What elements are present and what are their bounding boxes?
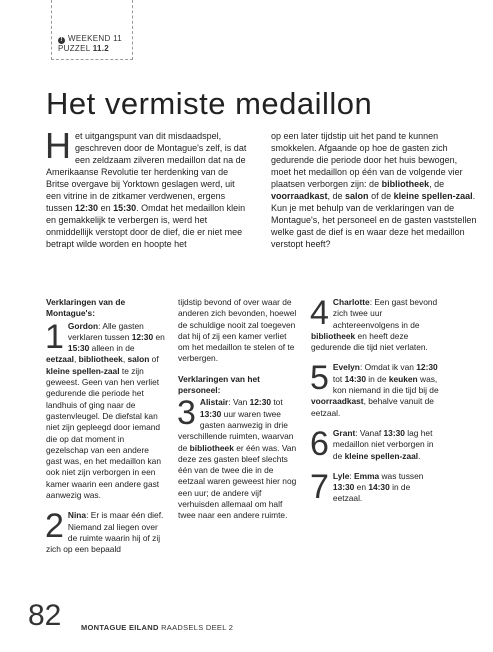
bold-text: voorraadkast <box>271 191 328 201</box>
intro-right-text <box>271 131 476 249</box>
bold-text: Nina <box>67 510 87 521</box>
intro-right <box>271 130 478 250</box>
bold-text: Alistair <box>199 397 229 408</box>
bold-text: keuken <box>388 373 418 384</box>
text-run: en <box>354 482 369 493</box>
bold-text: Grant <box>332 427 356 438</box>
text-run: alleen in de <box>89 343 135 354</box>
clue-5 <box>310 359 441 418</box>
intro-dropcap: H <box>45 125 71 166</box>
intro-left <box>45 125 251 250</box>
bold-text: Lyle <box>332 470 350 481</box>
bold-text: 12:30 <box>75 203 99 213</box>
text-run: lag het medaillon niet verborgen in de <box>332 427 434 461</box>
bold-text: kleine spellen-zaal <box>46 365 120 376</box>
page-number: 82 <box>28 599 62 632</box>
bold-text: kleine spellen-zaal <box>393 191 473 201</box>
clue-6 <box>310 424 441 463</box>
clue-2 <box>45 507 166 555</box>
clue-7 <box>310 467 441 506</box>
text-run: et uitgangspunt van dit misdaadspel, geschreven door de Montague's zelf, is dat een zeldzaam zilveren medaillon dat na de Amerikaanse Revolutie ter herdenking van de Britse overgave bij Yorktown geslagen werd, uit een vitrine in de zitkamer verdwenen, ergens tussen <box>46 131 247 213</box>
puzzle-tag <box>51 0 133 60</box>
text-run: op een later tijdstip uit het pand te kunnen smokkelen. Afgaande op hoe de gasten zich gedurende die periode door het huis bewogen, moet het medaillon op één van de volgende vier plaatsen verborgen zijn: de <box>271 131 463 189</box>
text-run: tot <box>332 373 345 384</box>
text-run: : Alle gasten verklaren tussen <box>67 320 144 342</box>
text-run: . <box>418 450 421 461</box>
text-run: of de <box>368 191 394 201</box>
bold-text: Gordon <box>67 320 99 331</box>
text-run: : <box>349 470 355 481</box>
clue-4 <box>310 294 441 353</box>
info-icon: ! <box>58 37 65 44</box>
bold-text: bibliotheek <box>311 330 356 341</box>
text-run: : Omdat ik van <box>359 362 417 373</box>
bold-text: 15:30 <box>113 203 137 213</box>
text-run: , de <box>429 179 445 189</box>
bold-text: kleine spellen-zaal <box>344 450 419 461</box>
clue-text <box>310 359 439 418</box>
clue-number: 7 <box>310 467 329 506</box>
clue-text <box>310 294 438 353</box>
bold-text: 15:30 <box>67 343 90 354</box>
puzzle-label: PUZZEL 11.2 <box>58 44 110 53</box>
bold-text: 12:30 <box>131 331 154 342</box>
text-run: was, kon niemand in die tijd bij de <box>332 373 439 396</box>
bold-text: 13:30 <box>383 427 405 438</box>
text-run: : Er is maar één dief. Niemand zal liegen over de ruimte waarin hij of zij zich op een bepaald <box>46 510 164 555</box>
clue-number: 4 <box>310 294 329 332</box>
footer-title: MONTAGUE EILAND RAADSELS DEEL 2 <box>81 623 234 632</box>
bold-text: 12:30 <box>416 362 438 373</box>
text-run: , <box>73 354 79 365</box>
clue-number: 2 <box>45 507 64 546</box>
text-run: of <box>149 354 159 365</box>
clue-text <box>333 428 434 461</box>
bold-text: Charlotte <box>332 297 370 307</box>
text-run: , behalve vanuit de eetzaal. <box>311 396 434 418</box>
text-run: uur waren twee gasten aanwezig in drie verschillende ruimten, waarvan de <box>178 408 294 453</box>
text-run: en <box>98 203 114 213</box>
bold-text: bibliotheek <box>381 179 430 189</box>
clue-number: 6 <box>310 424 329 463</box>
clue-1 <box>45 317 166 502</box>
text-run: : Een gast bevond zich twee uur achtereenvolgens in de <box>332 297 438 330</box>
page-footer <box>28 599 468 635</box>
text-run: tot <box>271 397 283 408</box>
text-run: er één was. Van deze zes gasten bleef slechts één van de twee die in de eetzaal waren geweest hier nog een uur; de andere vijf verhuisden allemaal om half twee naar een andere ruimte. <box>178 442 297 521</box>
clue-number: 3 <box>177 394 196 433</box>
clue-text <box>333 471 423 504</box>
text-run: : Vanaf <box>355 427 384 438</box>
text-run: , <box>122 354 128 365</box>
column-2 <box>178 297 298 531</box>
text-run: . Omdat het medaillon klein en gemakkelijk te verbergen is, werd het onmiddellijk verstopt door de dief, die er niet mee betrapt wilde worden en hoopte het <box>46 203 246 249</box>
bold-text: eetzaal <box>46 354 74 365</box>
bold-text: 14:30 <box>344 373 366 384</box>
text-run: in de <box>365 373 389 384</box>
intro-left-text <box>45 125 247 249</box>
bold-text: 14:30 <box>368 482 390 493</box>
clue-number: 5 <box>310 359 329 398</box>
bold-text: salon <box>345 191 369 201</box>
weekend-label: ! WEEKEND 11 <box>58 34 122 44</box>
bold-text: 12:30 <box>249 397 272 408</box>
section-heading-montague: Verklaringen van de Montague's: <box>46 297 126 319</box>
section-heading-staff: Verklaringen van het personeel: <box>178 373 260 396</box>
text-run: en <box>153 331 165 342</box>
text-run: in de eetzaal. <box>332 482 411 504</box>
bold-text: Emma <box>354 470 380 481</box>
clue-3 <box>177 394 298 521</box>
bold-text: bibliotheek <box>78 354 123 365</box>
text-run: was tussen <box>379 470 424 481</box>
clue-number: 1 <box>45 317 64 356</box>
text-run: , de <box>327 191 346 201</box>
bold-text: 13:30 <box>199 408 222 419</box>
text-run: en heeft deze gedurende die tijd niet verlaten. <box>311 330 428 353</box>
bold-text: voorraadkast <box>311 396 364 407</box>
text-run: . Kun je met behulp van de verklaringen van de Montague's, het personeel en de gasten vaststellen welke gast de dief is en waar deze het medaillon verstopt heeft? <box>271 191 477 249</box>
bold-text: 13:30 <box>332 482 355 493</box>
column-1 <box>46 297 166 565</box>
bold-text: salon <box>127 354 150 365</box>
text-run: te zijn geweest. Geen van hen verliet gedurende die periode het landhuis of ging naar de gastenvleugel. De diefstal kan niet zijn gepleegd door iemand die op dat moment in gezelschap van een andere gast was, en het medaillon kan ook niet zijn verborgen in een kamer waarin een andere gast aanwezig was. <box>46 365 161 501</box>
page-title: Het vermiste medaillon <box>46 86 373 121</box>
bold-text: Evelyn <box>332 362 360 373</box>
text-run: : Van <box>228 397 250 408</box>
column-3 <box>310 294 441 514</box>
clue-2-continued: tijdstip bevond of over waar de anderen zich bevonden, hoewel de schuldige nooit zal toegeven dat hij of zij een kamer verliet om het medaillon te stelen of te verbergen. <box>178 297 297 364</box>
bold-text: bibliotheek <box>189 442 234 453</box>
